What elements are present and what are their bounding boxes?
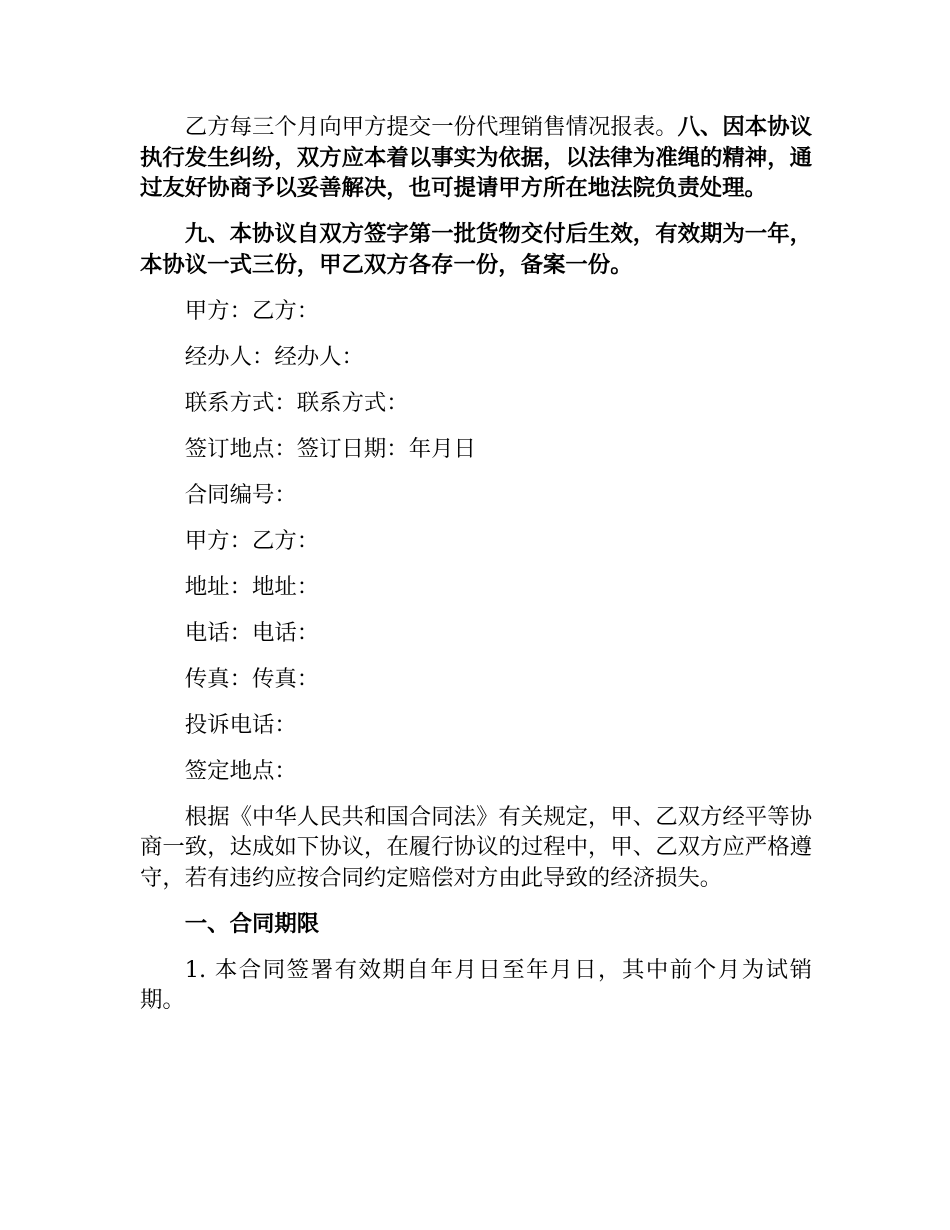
contact-line: 联系方式：联系方式： [184,389,409,416]
intro-paragraph: 根据《中华人民共和国合同法》有关规定，甲、乙双方经平等协商一致，达成如下协议，在履行协议的过程中，甲、乙双方应严格遵守，若有违约应按合同约定赔偿对方由此导致的经济损失。 [140,803,812,891]
handler-line: 经办人：经办人： [184,343,364,370]
complaint-phone-line: 投诉电话： [184,711,297,738]
sign-place-date-line: 签订地点：签订日期：年月日 [184,435,476,462]
phone-line: 电话：电话： [184,619,320,646]
party-line: 甲方：乙方： [184,297,320,324]
section-heading-contract-term: 一、合同期限 [184,910,320,937]
paragraph-report-and-dispute [140,112,812,204]
clause-1-1: 1. 本合同签署有效期自年月日至年月日，其中前个月为试销期。 [140,956,812,1013]
contract-number-line: 合同编号： [184,481,297,508]
party-line: 甲方：乙方： [184,527,320,554]
dispute-clause-text: 八、因本协议执行发生纠纷，双方应本着以事实为依据，以法律为准绳的精神，通过友好协商予以妥善解决，也可提请甲方所在地法院负责处理。 [140,114,813,201]
document-page [140,112,812,1031]
fax-line: 传真：传真： [184,665,320,692]
report-clause-text: 乙方每三个月向甲方提交一份代理销售情况报表。 [184,114,678,140]
sign-place-line: 签定地点： [184,757,297,784]
paragraph-validity-clause: 九、本协议自双方签字第一批货物交付后生效，有效期为一年，本协议一式三份，甲乙双方各存一份，备案一份。 [140,221,812,278]
address-line: 地址：地址： [184,573,320,600]
